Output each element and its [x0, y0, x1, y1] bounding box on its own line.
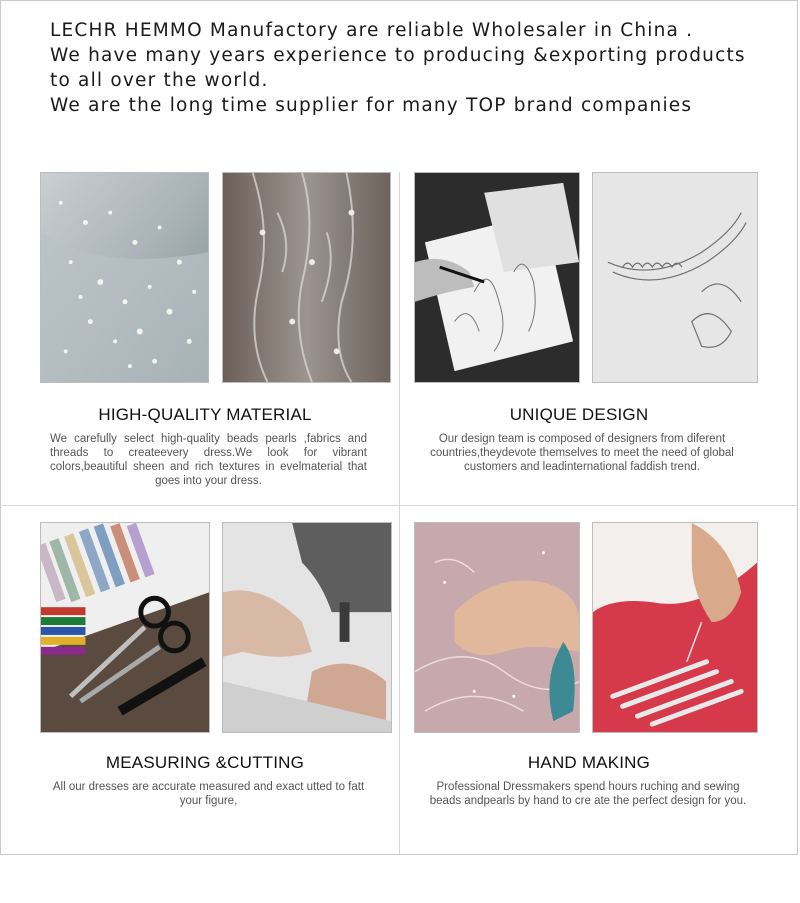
section-title: UNIQUE DESIGN — [509, 405, 649, 424]
intro-line: We are the long time supplier for many TOP brand companies — [50, 95, 693, 116]
company-intro — [50, 18, 770, 118]
intro-line: We have many years experience to producing &exporting products — [50, 45, 746, 66]
sketching-designs-photo — [414, 172, 580, 383]
hand-beading-photo — [414, 522, 580, 733]
section-description: All our dresses are accurate measured and exact utted to fatt your figure, — [52, 781, 365, 807]
chalk-scissors-photo — [40, 522, 210, 733]
section-title: MEASURING &CUTTING — [105, 753, 305, 772]
section-description: Our design team is composed of designers from diferent countries,theydevote themselves to meet the need of global customers and leadinternational faddish trend. — [430, 433, 734, 473]
section-title: HIGH-QUALITY MATERIAL — [98, 405, 312, 424]
intro-line: LECHR HEMMO Manufactory are reliable Wholesaler in China . — [50, 20, 694, 41]
grid-divider-vertical — [399, 172, 400, 855]
section-description: We carefully select high-quality beads pearls ,fabrics and threads to createevery dress.We look for vibrant colors,beautiful sheen and rich textures in evelmaterial that goes into your dress. — [50, 433, 367, 487]
grid-divider-horizontal — [0, 505, 798, 506]
intro-line: to all over the world. — [50, 70, 269, 91]
embellished-gown-photo — [222, 172, 391, 383]
section-description: Professional Dressmakers spend hours ruching and sewing beads andpearls by hand to cre ate the perfect design for you. — [429, 781, 747, 807]
sewing-machine-photo — [222, 522, 392, 733]
section-title: HAND MAKING — [527, 753, 651, 772]
lace-sketch-photo — [592, 172, 758, 383]
beaded-veil-photo — [40, 172, 209, 383]
sequin-needle-photo — [592, 522, 758, 733]
